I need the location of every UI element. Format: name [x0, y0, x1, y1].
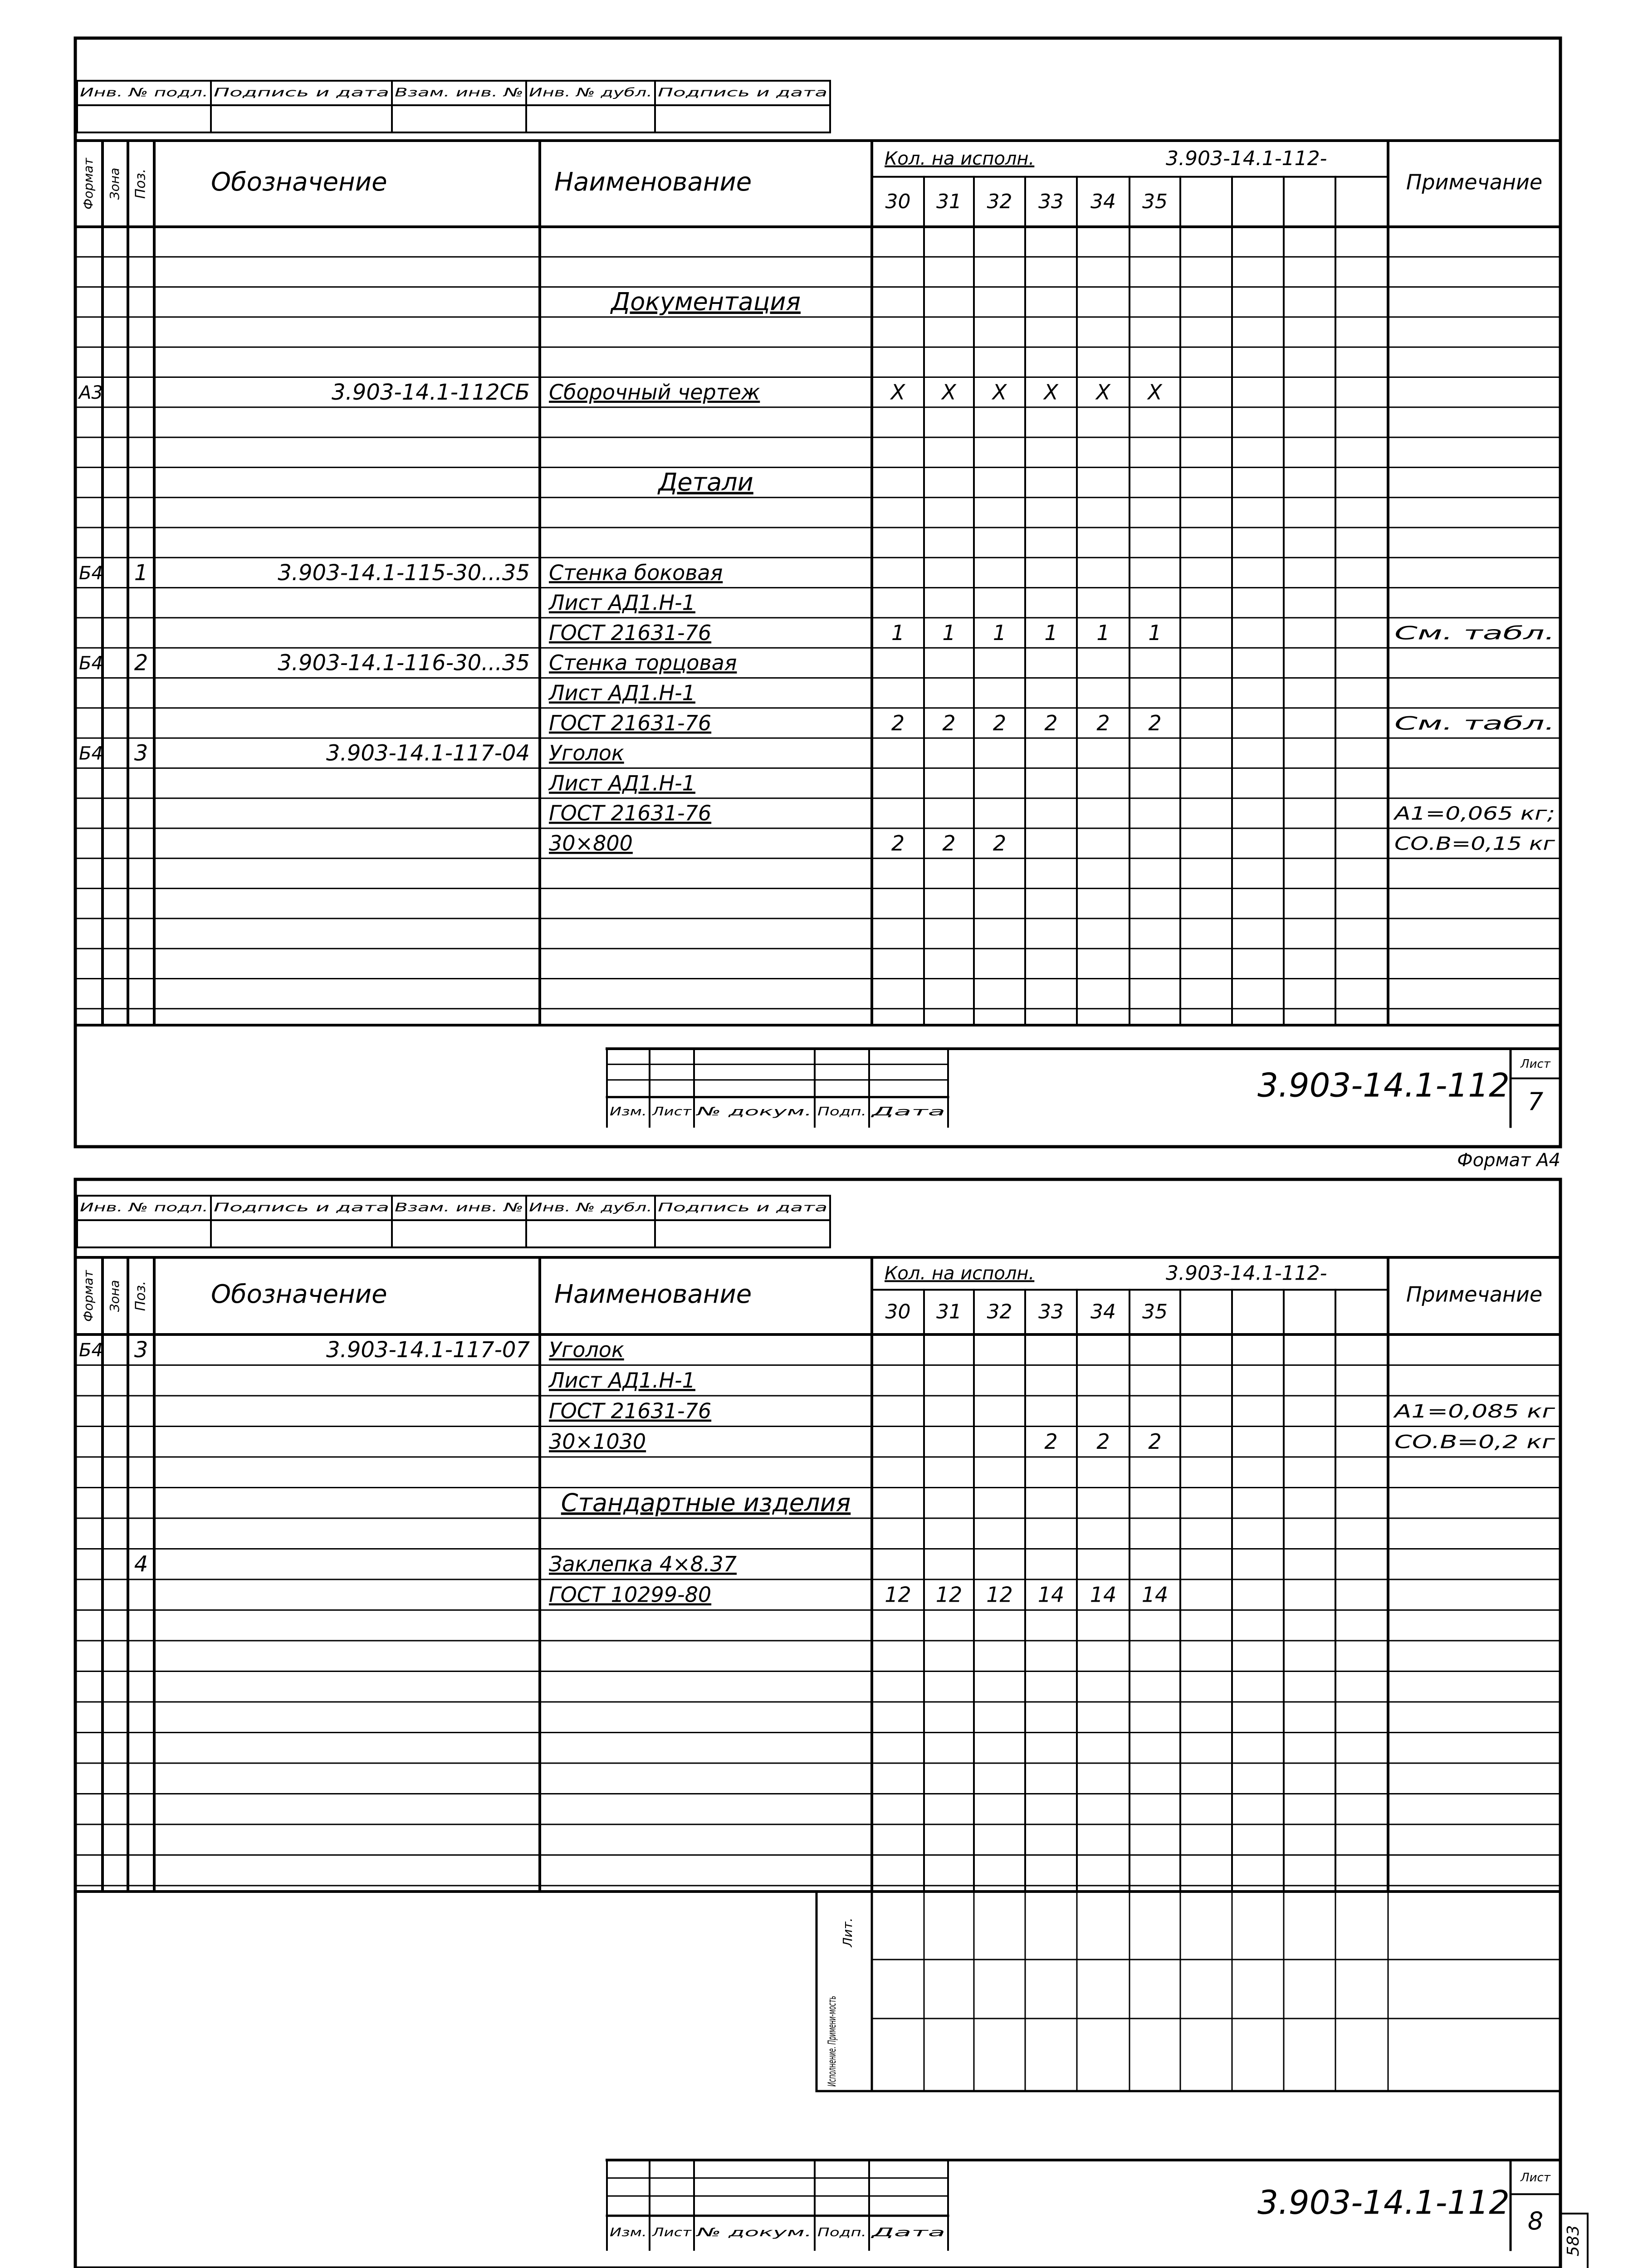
section-heading: Документация: [611, 287, 801, 316]
row-qty-35: 2: [1148, 710, 1162, 735]
variant-30: 30: [885, 1300, 911, 1324]
row-position: 2: [134, 650, 148, 676]
row-qty-30: 2: [891, 710, 905, 735]
variant-33: 33: [1038, 1300, 1064, 1324]
row-format: Б4: [79, 653, 103, 674]
header-format: Формат: [81, 158, 96, 210]
row-format: Б4: [79, 562, 103, 584]
row-name: ГОСТ 21631-76: [549, 620, 712, 645]
variant-31: 31: [936, 190, 962, 213]
row-qty-33: 2: [1044, 1429, 1058, 1454]
row-qty-32: 2: [993, 710, 1007, 735]
row-position: 4: [134, 1551, 148, 1577]
row-qty-32: Х: [992, 380, 1007, 405]
archive-stamp-label: Взам. инв. №: [395, 86, 523, 100]
document-code: 3.903-14.1-112: [1257, 1066, 1510, 1105]
row-name: Лист АД1.Н-1: [549, 590, 695, 615]
row-qty-33: 14: [1037, 1582, 1065, 1607]
archive-stamp-label: Инв. № подл.: [80, 1201, 208, 1215]
side-number: 583: [1564, 2225, 1583, 2257]
row-name: Сборочный чертеж: [549, 380, 760, 405]
row-designation: 3.903-14.1-117-04: [326, 740, 530, 766]
row-qty-32: 2: [993, 831, 1007, 855]
row-format: Б4: [79, 743, 103, 764]
row-qty-32: 1: [993, 620, 1007, 645]
row-qty-30: 12: [885, 1582, 911, 1607]
archive-stamp-label: Подпись и дата: [214, 86, 389, 100]
archive-stamp-label: Инв. № подл.: [80, 86, 208, 100]
row-name: ГОСТ 21631-76: [549, 1398, 712, 1423]
header-name: Наименование: [554, 1280, 752, 1310]
archive-stamp-label: Подпись и дата: [214, 1201, 389, 1215]
row-designation: 3.903-14.1-117-07: [326, 1337, 530, 1363]
row-name: Уголок: [549, 741, 624, 766]
label-date: Дата: [870, 2225, 945, 2239]
row-note: А1=0,085 кг: [1392, 1401, 1556, 1422]
header-qty-title: Кол. на исполн.: [885, 148, 1035, 169]
label-sign: Подп.: [817, 2225, 866, 2239]
label-list: Лист: [651, 1105, 692, 1119]
header-zone: Зона: [107, 167, 122, 200]
sheet-number: 8: [1527, 2207, 1544, 2236]
row-note: См. табл.: [1394, 713, 1555, 734]
header-pos: Поз.: [132, 168, 149, 199]
row-qty-32: 12: [986, 1582, 1013, 1607]
row-position: 1: [134, 560, 148, 586]
header-qty-code: 3.903-14.1-112-: [1166, 1261, 1327, 1285]
archive-stamp-label: Инв. № дубл.: [529, 86, 652, 100]
row-qty-31: 2: [942, 831, 956, 855]
label-doc-no: № докум.: [695, 2225, 812, 2239]
row-qty-31: 2: [942, 710, 956, 735]
row-name: 30×1030: [549, 1429, 646, 1454]
sheet-frame: [75, 1179, 1560, 2268]
row-qty-34: Х: [1096, 380, 1110, 405]
row-designation: 3.903-14.1-112СБ: [332, 379, 530, 405]
document-code: 3.903-14.1-112: [1257, 2183, 1510, 2222]
variant-34: 34: [1090, 1300, 1116, 1324]
row-name: Стенка боковая: [549, 560, 723, 585]
variant-33: 33: [1038, 190, 1064, 213]
row-name: ГОСТ 21631-76: [549, 710, 712, 735]
row-name: Лист АД1.Н-1: [549, 771, 695, 796]
sheet-number: 7: [1527, 1087, 1544, 1116]
row-designation: 3.903-14.1-115-30...35: [278, 560, 530, 586]
header-note: Примечание: [1406, 170, 1543, 195]
drawing-frames: [75, 38, 1588, 2268]
row-qty-35: Х: [1148, 380, 1162, 405]
row-position: 3: [134, 1337, 148, 1363]
applicability-label: Исполнение. Примени-мость: [826, 1921, 838, 2087]
label-izm: Изм.: [610, 2225, 647, 2239]
row-format: Б4: [79, 1340, 103, 1361]
row-qty-34: 1: [1096, 620, 1110, 645]
row-designation: 3.903-14.1-116-30...35: [278, 650, 530, 676]
label-list: Лист: [651, 2225, 692, 2239]
header-zone: Зона: [107, 1280, 122, 1312]
row-qty-35: 2: [1148, 1429, 1162, 1454]
header-note: Примечание: [1406, 1282, 1543, 1307]
section-heading: Стандартные изделия: [561, 1488, 851, 1517]
row-name: Стенка торцовая: [549, 650, 737, 675]
row-name: Лист АД1.Н-1: [549, 680, 695, 705]
section-heading: Детали: [658, 468, 753, 497]
variant-35: 35: [1142, 1300, 1168, 1324]
header-qty-title: Кол. на исполн.: [885, 1263, 1035, 1284]
lit-label: Лит.: [840, 1917, 855, 1947]
header-name: Наименование: [554, 167, 752, 197]
variant-30: 30: [885, 190, 911, 213]
row-name: ГОСТ 10299-80: [549, 1582, 712, 1607]
archive-stamp-label: Взам. инв. №: [395, 1201, 523, 1215]
row-qty-35: 14: [1141, 1582, 1169, 1607]
variant-35: 35: [1142, 190, 1168, 213]
label-sign: Подп.: [817, 1105, 866, 1119]
row-position: 3: [134, 740, 148, 766]
row-note: СО.В=0,2 кг: [1394, 1432, 1556, 1453]
sheet-label: Лист: [1521, 1057, 1550, 1071]
row-name: ГОСТ 21631-76: [549, 801, 712, 826]
archive-stamp-label: Подпись и дата: [658, 1201, 827, 1215]
row-format: А3: [79, 382, 103, 403]
label-date: Дата: [870, 1105, 945, 1119]
header-format: Формат: [81, 1270, 96, 1322]
row-note: А1=0,065 кг;: [1393, 803, 1555, 825]
row-qty-33: 1: [1044, 620, 1058, 645]
archive-stamp-label: Подпись и дата: [658, 86, 827, 100]
row-qty-31: 1: [942, 620, 956, 645]
header-pos: Поз.: [132, 1281, 149, 1311]
label-izm: Изм.: [610, 1105, 647, 1119]
row-qty-33: Х: [1044, 380, 1058, 405]
row-qty-33: 2: [1044, 710, 1058, 735]
row-note: СО.В=0,15 кг: [1394, 833, 1556, 855]
row-qty-30: 1: [891, 620, 905, 645]
variant-32: 32: [987, 1300, 1012, 1324]
drawing-texts: [78, 86, 1583, 2257]
row-name: 30×800: [549, 831, 633, 855]
row-qty-30: 2: [891, 831, 905, 855]
row-name: Заклепка 4×8.37: [549, 1552, 737, 1577]
header-designation: Обозначение: [211, 167, 387, 197]
variant-32: 32: [987, 190, 1012, 213]
row-qty-34: 14: [1090, 1582, 1117, 1607]
row-qty-35: 1: [1148, 620, 1162, 645]
sheet-label: Лист: [1521, 2171, 1550, 2185]
variant-31: 31: [936, 1300, 962, 1324]
header-designation: Обозначение: [211, 1280, 387, 1310]
row-note: См. табл.: [1394, 623, 1555, 644]
row-qty-30: Х: [890, 380, 905, 405]
row-qty-31: 12: [935, 1582, 963, 1607]
archive-stamp-label: Инв. № дубл.: [529, 1201, 652, 1215]
variant-34: 34: [1090, 190, 1116, 213]
format-note: Формат А4: [1457, 1150, 1560, 1171]
label-doc-no: № докум.: [695, 1105, 812, 1119]
row-qty-34: 2: [1096, 710, 1110, 735]
row-name: Лист АД1.Н-1: [549, 1368, 695, 1393]
row-name: Уголок: [549, 1337, 624, 1362]
row-qty-31: Х: [942, 380, 956, 405]
sheet-frame: [75, 38, 1560, 1147]
row-qty-34: 2: [1096, 1429, 1110, 1454]
header-qty-code: 3.903-14.1-112-: [1166, 147, 1327, 170]
